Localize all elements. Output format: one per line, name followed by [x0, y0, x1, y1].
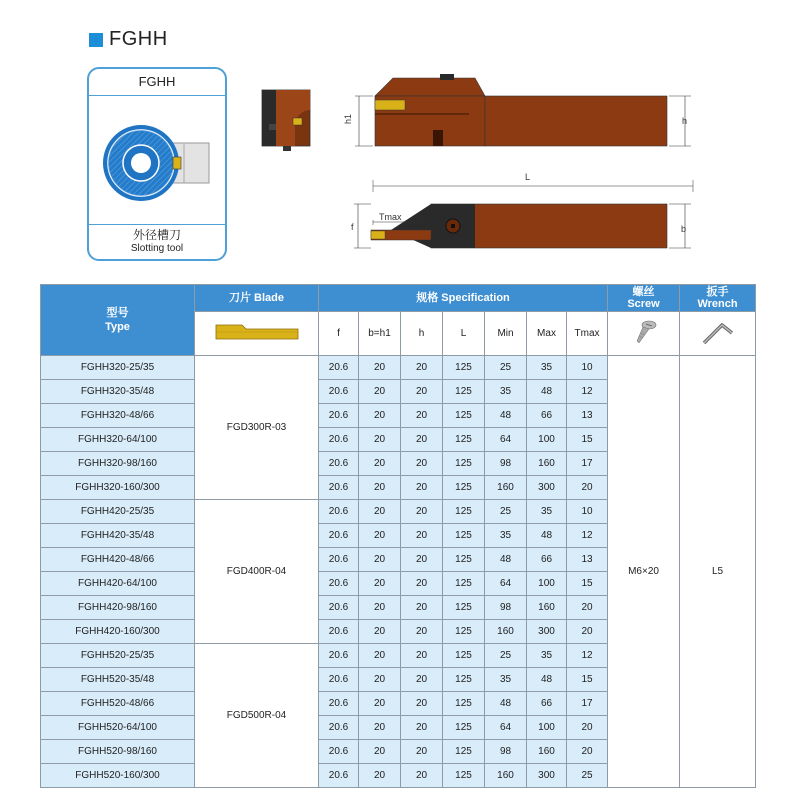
caption-en: Slotting tool — [130, 243, 184, 254]
type-cell: FGHH320-48/66 — [41, 404, 195, 428]
spec-cell-max: 100 — [527, 572, 567, 596]
spec-cell-tmax: 12 — [567, 644, 608, 668]
wrench-image-cell — [680, 312, 756, 356]
spec-cell-b-h1: 20 — [359, 380, 401, 404]
col-header-min: Min — [485, 312, 527, 356]
spec-cell-min: 48 — [485, 692, 527, 716]
spec-cell-f: 20.6 — [319, 380, 359, 404]
spec-cell-min: 48 — [485, 548, 527, 572]
spec-cell-min: 25 — [485, 356, 527, 380]
spec-cell-max: 160 — [527, 596, 567, 620]
wrench-header-en: Wrench — [697, 298, 738, 310]
type-cell: FGHH420-98/160 — [41, 596, 195, 620]
specification-table-body — [41, 356, 756, 788]
spec-cell-h: 20 — [401, 500, 443, 524]
spec-cell-tmax: 20 — [567, 596, 608, 620]
spec-cell-L: 125 — [443, 620, 485, 644]
spec-cell-b-h1: 20 — [359, 716, 401, 740]
spec-cell-b-h1: 20 — [359, 404, 401, 428]
blade-cell: FGD400R-04 — [195, 500, 319, 644]
screw-header-en: Screw — [627, 298, 660, 310]
spec-cell-L: 125 — [443, 572, 485, 596]
type-cell: FGHH520-98/160 — [41, 740, 195, 764]
spec-cell-min: 25 — [485, 644, 527, 668]
title-square-icon — [89, 33, 103, 47]
screw-header-cn: 螺丝 — [632, 286, 655, 298]
type-cell: FGHH320-160/300 — [41, 476, 195, 500]
spec-cell-tmax: 20 — [567, 476, 608, 500]
type-cell: FGHH320-35/48 — [41, 380, 195, 404]
type-cell: FGHH520-35/48 — [41, 668, 195, 692]
spec-header: 规格 Specification — [319, 285, 608, 312]
spec-cell-min: 35 — [485, 668, 527, 692]
dim-b-label: b — [681, 224, 687, 234]
spec-cell-L: 125 — [443, 404, 485, 428]
spec-cell-max: 300 — [527, 764, 567, 788]
spec-cell-h: 20 — [401, 764, 443, 788]
spec-cell-f: 20.6 — [319, 572, 359, 596]
spec-cell-b-h1: 20 — [359, 572, 401, 596]
spec-cell-tmax: 20 — [567, 620, 608, 644]
spec-cell-f: 20.6 — [319, 668, 359, 692]
spec-cell-b-h1: 20 — [359, 644, 401, 668]
type-cell: FGHH420-48/66 — [41, 548, 195, 572]
spec-cell-f: 20.6 — [319, 692, 359, 716]
spec-cell-max: 160 — [527, 740, 567, 764]
spec-cell-tmax: 13 — [567, 548, 608, 572]
spec-cell-max: 48 — [527, 380, 567, 404]
spec-cell-h: 20 — [401, 476, 443, 500]
side-view-drawing — [343, 74, 691, 146]
wrench-value-cell: L5 — [680, 356, 756, 788]
spec-cell-max: 48 — [527, 524, 567, 548]
hex-wrench-icon — [698, 317, 738, 347]
spec-cell-L: 125 — [443, 692, 485, 716]
page-title — [89, 28, 168, 51]
dim-L-label: L — [525, 172, 531, 182]
dim-f-label: f — [351, 222, 354, 232]
page-title-text: FGHH — [109, 28, 168, 50]
spec-cell-f: 20.6 — [319, 524, 359, 548]
blade-cell: FGD500R-04 — [195, 644, 319, 788]
spec-cell-f: 20.6 — [319, 740, 359, 764]
dim-tmax-label: Tmax — [379, 212, 402, 222]
spec-cell-L: 125 — [443, 644, 485, 668]
spec-cell-max: 66 — [527, 692, 567, 716]
spec-cell-b-h1: 20 — [359, 740, 401, 764]
spec-cell-L: 125 — [443, 500, 485, 524]
blade-image-cell — [195, 312, 319, 356]
spec-cell-h: 20 — [401, 644, 443, 668]
blade-icon — [212, 321, 302, 343]
type-header — [41, 285, 195, 356]
type-cell: FGHH520-160/300 — [41, 764, 195, 788]
spec-cell-h: 20 — [401, 380, 443, 404]
top-view-drawing — [351, 204, 691, 248]
spec-cell-f: 20.6 — [319, 620, 359, 644]
spec-cell-min: 98 — [485, 596, 527, 620]
spec-cell-min: 64 — [485, 428, 527, 452]
spec-cell-h: 20 — [401, 740, 443, 764]
spec-cell-L: 125 — [443, 764, 485, 788]
col-header-f: f — [319, 312, 359, 356]
spec-cell-h: 20 — [401, 428, 443, 452]
type-cell: FGHH420-35/48 — [41, 524, 195, 548]
spec-cell-max: 48 — [527, 668, 567, 692]
spec-cell-f: 20.6 — [319, 452, 359, 476]
end-view-drawing — [262, 90, 310, 151]
spec-cell-min: 160 — [485, 764, 527, 788]
spec-cell-max: 66 — [527, 548, 567, 572]
spec-cell-min: 160 — [485, 476, 527, 500]
spec-cell-h: 20 — [401, 524, 443, 548]
tool-type-card-title: FGHH — [89, 69, 225, 96]
spec-cell-max: 300 — [527, 476, 567, 500]
spec-cell-h: 20 — [401, 620, 443, 644]
blade-cell: FGD300R-03 — [195, 356, 319, 500]
spec-cell-f: 20.6 — [319, 644, 359, 668]
spec-cell-max: 35 — [527, 500, 567, 524]
spec-cell-tmax: 17 — [567, 452, 608, 476]
screw-header — [608, 285, 680, 312]
spec-cell-L: 125 — [443, 668, 485, 692]
spec-cell-tmax: 13 — [567, 404, 608, 428]
spec-cell-tmax: 12 — [567, 380, 608, 404]
type-cell: FGHH420-64/100 — [41, 572, 195, 596]
col-header-tmax: Tmax — [567, 312, 608, 356]
spec-cell-f: 20.6 — [319, 404, 359, 428]
type-cell: FGHH520-48/66 — [41, 692, 195, 716]
spec-cell-min: 64 — [485, 716, 527, 740]
spec-cell-tmax: 10 — [567, 500, 608, 524]
type-header-cn: 型号 — [106, 307, 129, 319]
spec-cell-b-h1: 20 — [359, 548, 401, 572]
col-header-L: L — [443, 312, 485, 356]
spec-cell-min: 98 — [485, 740, 527, 764]
spec-cell-L: 125 — [443, 452, 485, 476]
tool-type-caption — [89, 224, 225, 259]
spec-cell-b-h1: 20 — [359, 476, 401, 500]
spec-cell-h: 20 — [401, 716, 443, 740]
spec-cell-f: 20.6 — [319, 764, 359, 788]
spec-cell-L: 125 — [443, 740, 485, 764]
spec-cell-tmax: 12 — [567, 524, 608, 548]
spec-cell-b-h1: 20 — [359, 620, 401, 644]
col-header-max: Max — [527, 312, 567, 356]
spec-cell-h: 20 — [401, 692, 443, 716]
type-cell: FGHH420-25/35 — [41, 500, 195, 524]
spec-cell-b-h1: 20 — [359, 668, 401, 692]
spec-cell-b-h1: 20 — [359, 524, 401, 548]
spec-cell-tmax: 10 — [567, 356, 608, 380]
spec-cell-max: 160 — [527, 452, 567, 476]
spec-cell-min: 98 — [485, 452, 527, 476]
spec-cell-tmax: 20 — [567, 716, 608, 740]
type-cell: FGHH420-160/300 — [41, 620, 195, 644]
col-header-b-h1: b=h1 — [359, 312, 401, 356]
spec-cell-b-h1: 20 — [359, 428, 401, 452]
spec-cell-f: 20.6 — [319, 596, 359, 620]
spec-cell-f: 20.6 — [319, 476, 359, 500]
spec-cell-b-h1: 20 — [359, 452, 401, 476]
table-row — [41, 356, 756, 380]
spec-cell-f: 20.6 — [319, 428, 359, 452]
type-cell: FGHH320-98/160 — [41, 452, 195, 476]
tool-technical-drawings — [255, 70, 705, 270]
spec-cell-f: 20.6 — [319, 716, 359, 740]
dim-h-label: h — [682, 116, 688, 126]
spec-cell-f: 20.6 — [319, 500, 359, 524]
spec-cell-min: 35 — [485, 524, 527, 548]
type-cell: FGHH520-25/35 — [41, 644, 195, 668]
spec-cell-min: 35 — [485, 380, 527, 404]
spec-cell-L: 125 — [443, 596, 485, 620]
spec-cell-h: 20 — [401, 572, 443, 596]
length-dimension — [373, 172, 693, 192]
spec-cell-tmax: 20 — [567, 740, 608, 764]
wrench-header — [680, 285, 756, 312]
spec-cell-L: 125 — [443, 380, 485, 404]
specification-table — [40, 284, 756, 788]
spec-cell-tmax: 15 — [567, 572, 608, 596]
spec-cell-h: 20 — [401, 548, 443, 572]
type-header-en: Type — [105, 321, 130, 333]
spec-cell-b-h1: 20 — [359, 596, 401, 620]
dim-h1-label: h1 — [343, 113, 353, 124]
type-cell: FGHH320-25/35 — [41, 356, 195, 380]
spec-cell-f: 20.6 — [319, 548, 359, 572]
spec-cell-L: 125 — [443, 428, 485, 452]
spec-cell-h: 20 — [401, 596, 443, 620]
spec-cell-tmax: 15 — [567, 428, 608, 452]
spec-cell-max: 100 — [527, 716, 567, 740]
screw-value-cell: M6×20 — [608, 356, 680, 788]
screw-image-cell — [608, 312, 680, 356]
spec-cell-tmax: 15 — [567, 668, 608, 692]
spec-cell-tmax: 17 — [567, 692, 608, 716]
spec-cell-b-h1: 20 — [359, 692, 401, 716]
spec-cell-L: 125 — [443, 524, 485, 548]
spec-cell-L: 125 — [443, 548, 485, 572]
spec-cell-min: 160 — [485, 620, 527, 644]
type-cell: FGHH320-64/100 — [41, 428, 195, 452]
spec-cell-max: 300 — [527, 620, 567, 644]
tool-type-card — [87, 67, 227, 261]
spec-cell-h: 20 — [401, 452, 443, 476]
spec-cell-max: 35 — [527, 644, 567, 668]
spec-cell-b-h1: 20 — [359, 764, 401, 788]
spec-cell-L: 125 — [443, 356, 485, 380]
caption-cn: 外径槽刀 — [132, 228, 181, 242]
spec-cell-b-h1: 20 — [359, 500, 401, 524]
spec-cell-min: 48 — [485, 404, 527, 428]
spec-cell-tmax: 25 — [567, 764, 608, 788]
screw-icon — [629, 317, 659, 347]
spec-cell-min: 25 — [485, 500, 527, 524]
spec-cell-f: 20.6 — [319, 356, 359, 380]
wrench-header-cn: 扳手 — [706, 286, 729, 298]
col-header-h: h — [401, 312, 443, 356]
spec-cell-h: 20 — [401, 356, 443, 380]
spec-cell-min: 64 — [485, 572, 527, 596]
spec-cell-h: 20 — [401, 668, 443, 692]
blade-header: 刀片 Blade — [195, 285, 319, 312]
spec-cell-L: 125 — [443, 476, 485, 500]
spec-cell-max: 100 — [527, 428, 567, 452]
slotting-illustration-icon — [89, 97, 225, 229]
spec-cell-h: 20 — [401, 404, 443, 428]
type-cell: FGHH520-64/100 — [41, 716, 195, 740]
spec-cell-L: 125 — [443, 716, 485, 740]
spec-cell-max: 66 — [527, 404, 567, 428]
spec-cell-max: 35 — [527, 356, 567, 380]
spec-cell-b-h1: 20 — [359, 356, 401, 380]
